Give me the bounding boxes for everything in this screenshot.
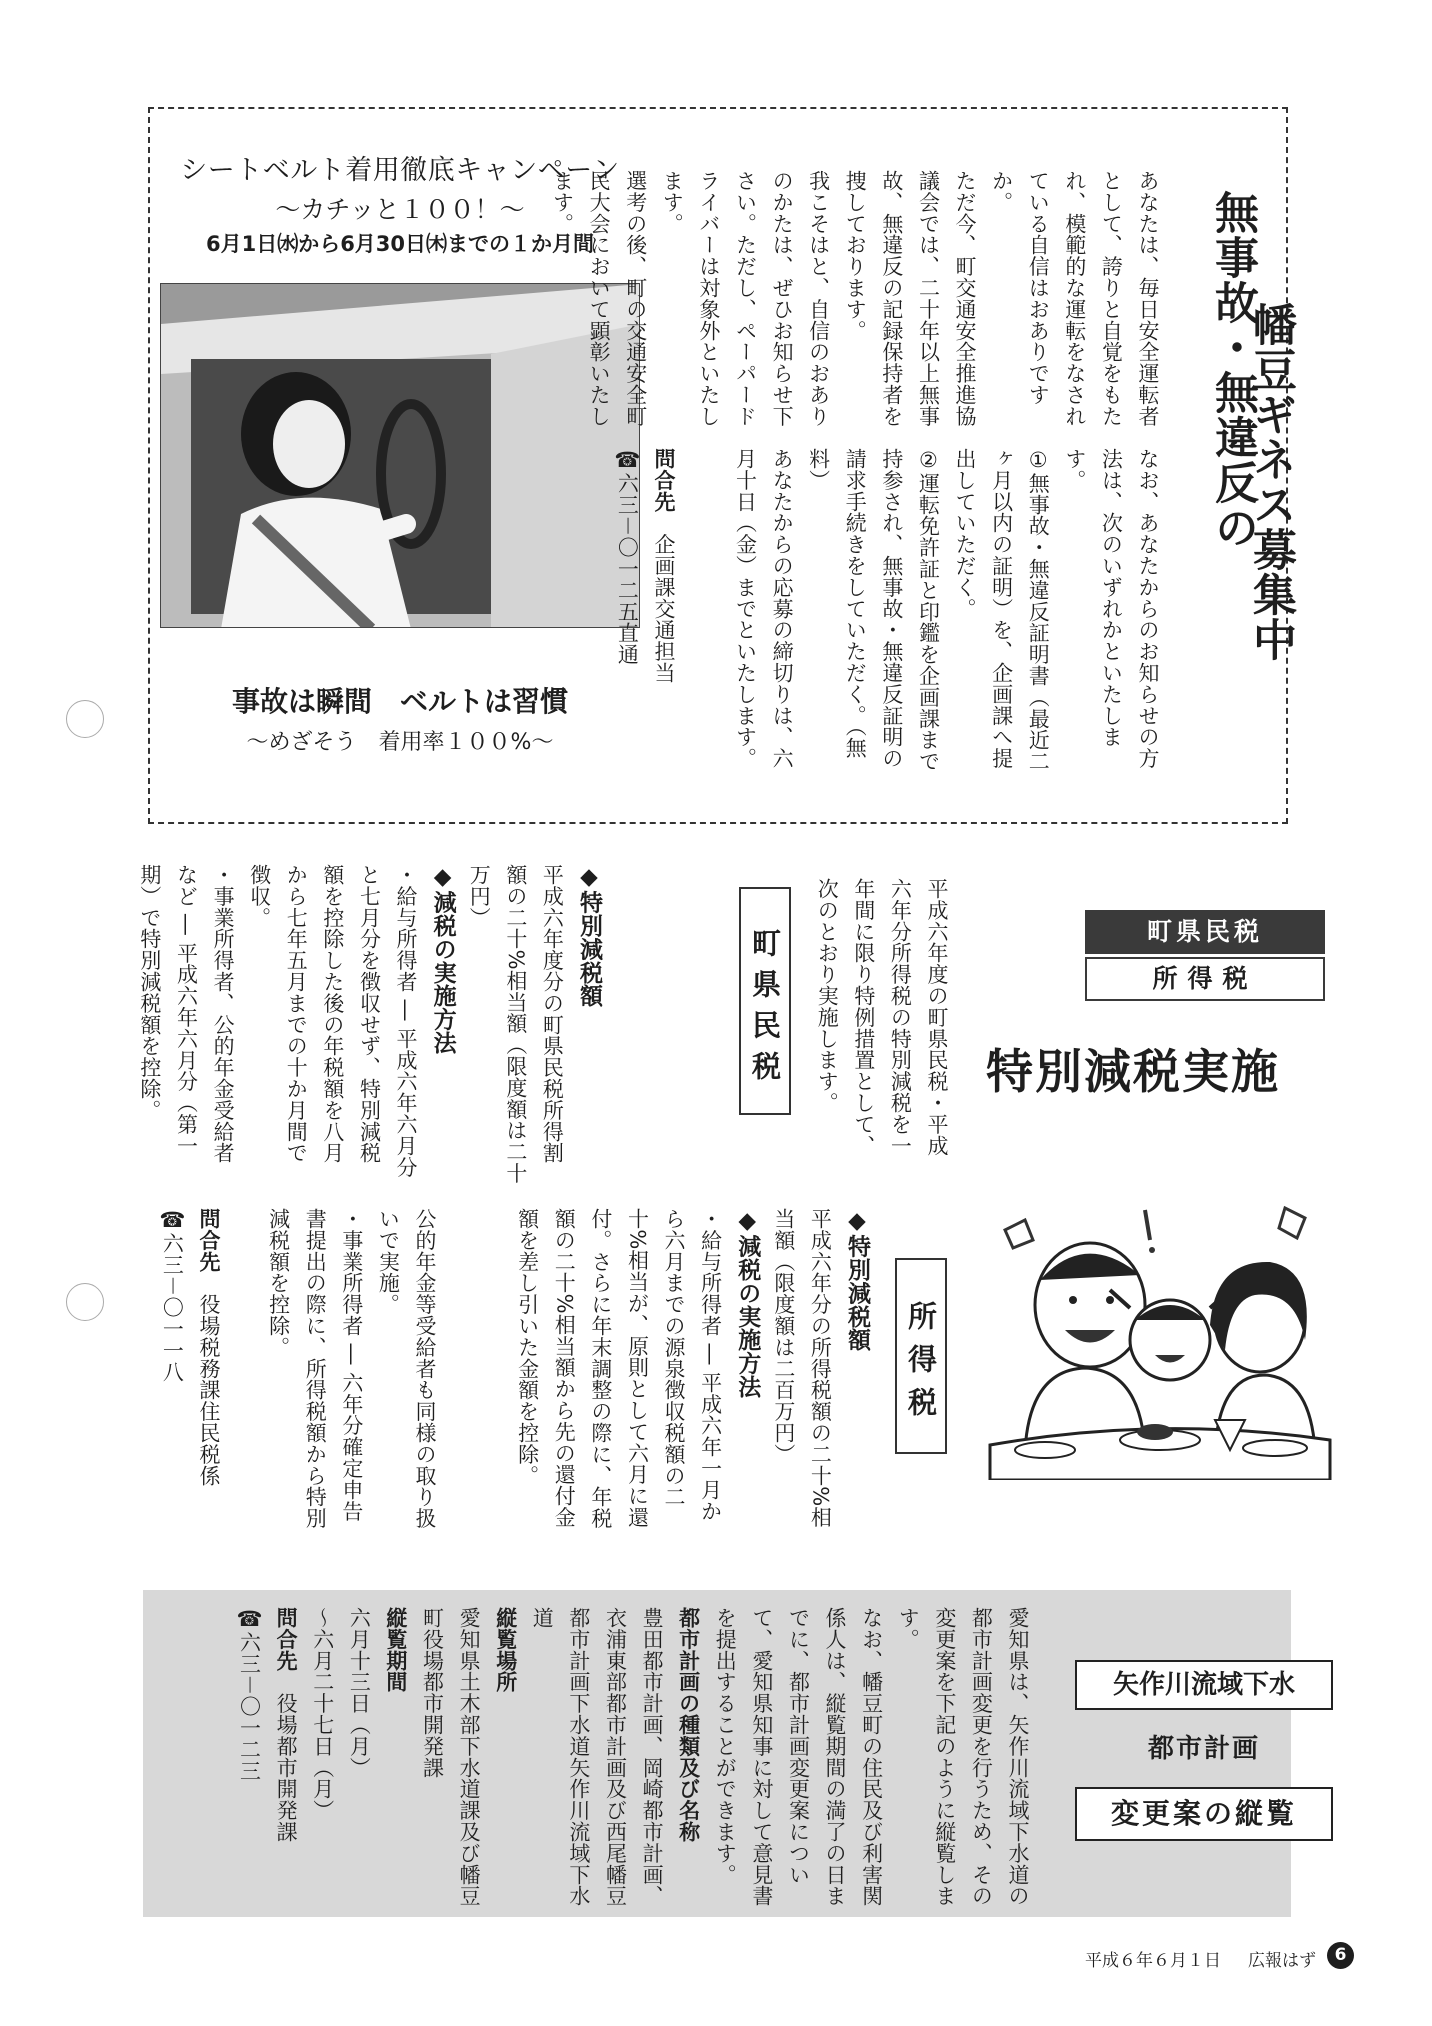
footer-page-number: 6 — [1327, 1942, 1354, 1969]
guinness-headline-2: 幡豆ギネス募集中 — [1245, 302, 1296, 662]
campaign-title: シートベルト着用徹底キャンペーン — [180, 155, 620, 186]
tax-tag-resident: 町県民税 — [1085, 910, 1325, 954]
income-tax-body-right: ◆特別減税額 平成六年分の所得税額の二十%相当額（限度額は二百万円） ◆減税の実施方法 ・給与所得者 ― 平成六年一月から六月までの源泉徴収税額の二十%相当が、原則として六月に還付。さらに年末調整の際に、年税額の二十%相当額から先の還付金額を差し引いた金額を控除。 — [515, 1208, 870, 1529]
tax-tag-income: 所得税 — [1085, 957, 1325, 1001]
tax-intro: 平成六年度の町県民税・平成六年分所得税の特別減税を一年間に限り特例措置として、次のとおり実施します。 — [815, 878, 949, 1157]
binder-hole-upper — [66, 700, 104, 738]
sewer-body: 愛知県は、矢作川流域下水道の都市計画変更を行うため、その変更案を下記のように縦覧します。 なお、幡豆町の住民及び利害関係人は、縦覧期間の満了の日までに、都市計画変更案について、愛知県知事に対して意見書を提出することができます。 都市計画の種類及び名称 豊田都市計画、岡崎都市計画、衣浦東部都市計画及び西尾幡豆都市計画下水道矢作川流域下水道 縦覧場所 愛知県土木部下水道課及び幡豆町役場都市開発課 縦覧期間 六月十三日（月） ～六月二十七日（月） 問合先 役場都市開発課 ☎六三－〇一二三 — [237, 1607, 1030, 1907]
slogan-main: 事故は瞬間 ベルトは習慣 — [231, 685, 568, 718]
income-tax-label: 所得税 — [895, 1258, 947, 1454]
guinness-body-upper: あなたは、毎日安全運転者として、誇りと自覚をもたれ、模範的な運転をなされている自信はおありですか。 ただ今、町交通安全推進協議会では、二十年以上無事故、無違反の記録保持者を捜しております。 我こそはと、自信のおありのかたは、ぜひお知らせ下さい。ただし、ペーパードライバーは対象外といたします。 選考の後、町の交通安全町民大会において顕彰いたします。 — [550, 170, 1160, 427]
tax-inquiry: 問合先 役場税務課住民税係 ☎六三－〇一一八 — [160, 1208, 221, 1487]
binder-hole-lower — [66, 1283, 104, 1321]
income-tax-body-left: 公的年金等受給者も同様の取り扱いで実施。 ・事業所得者 ― 六年分確定申告書提出の際に、所得税額から特別減税額を控除。 — [266, 1208, 437, 1529]
resident-tax-body-upper: ◆特別減税額 平成六年度分の町県民税所得割額の二十%相当額（限度額は二十万円） ◆減税の実施方法 ・給与所得者 ― 平成六年六月分と七月分を徴収せず、特別減税額を控除した後の年税額を八月から七年五月までの十か月間で徴収。 ・事業所得者、公的年金受給者など ― 平成六年六月分（第一期）で特別減税額を控除。 — [137, 864, 602, 1184]
guinness-body-lower: なお、あなたからのお知らせの方法は、次のいずれかといたします。 ①無事故・無違反証明書（最近二ヶ月以内の証明）を、企画課へ提出していただく。 ②運転免許証と印鑑を企画課まで持参され、無事故・無違反証明の請求手続きをしていただく。（無料） あなたからの応募の締切りは、六月十日（金）までといたします。 — [733, 448, 1160, 772]
tax-headline: 特別減税実施 — [986, 1045, 1280, 1100]
footer-publication: 広報はず — [1248, 1951, 1316, 1971]
slogan-sub: ～めざそう 着用率１００%～ — [246, 730, 554, 755]
sewer-title-box-3: 変更案の縦覧 — [1075, 1787, 1333, 1841]
campaign-subtitle: ～カチッと１００！～ — [275, 195, 525, 224]
sewer-title-2: 都市計画 — [1147, 1734, 1260, 1764]
family-dining-illustration — [985, 1200, 1335, 1480]
campaign-period: 6月1日㈬から6月30日㈭までの１か月間 — [205, 232, 595, 256]
resident-tax-label: 町県民税 — [739, 887, 791, 1115]
sewer-title-box-1: 矢作川流域下水 — [1075, 1660, 1333, 1710]
footer-date: 平成６年６月１日 — [1085, 1951, 1221, 1971]
guinness-headline-1: 無事故・無違反の — [1207, 190, 1258, 550]
guinness-inquiry: 問合先 企画課交通担当 ☎六三－〇一二五直通 — [615, 448, 676, 684]
